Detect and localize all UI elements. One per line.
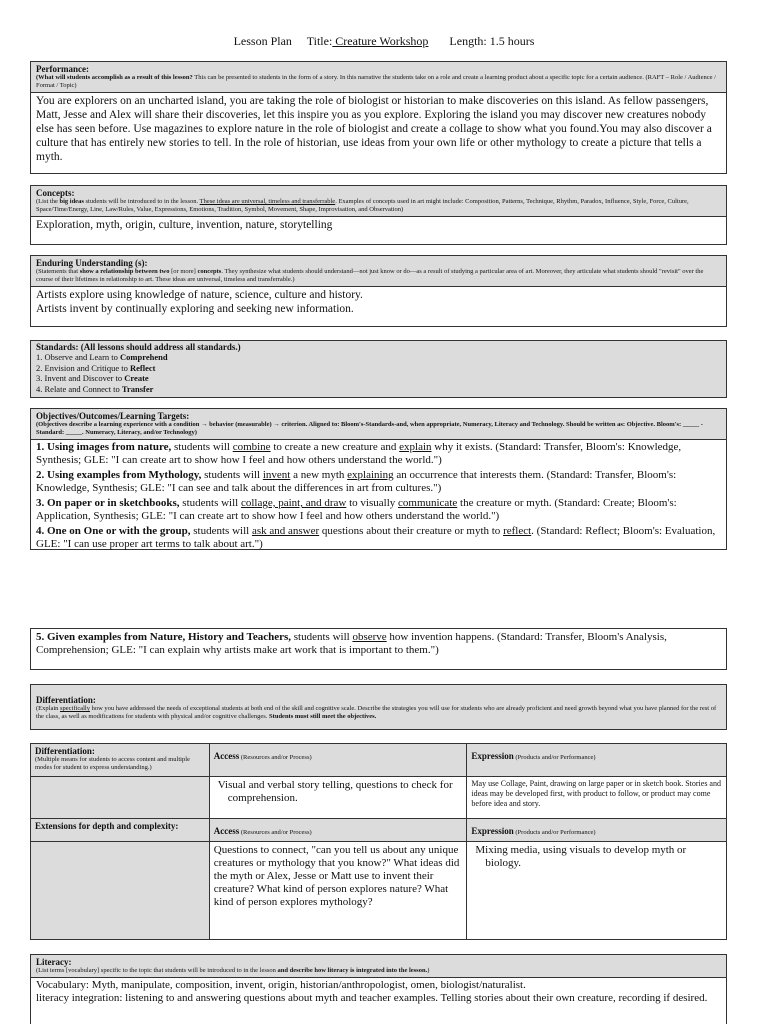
expression-header: Expression (Products and/or Performance) — [467, 744, 727, 777]
lesson-length: Length: 1.5 hours — [449, 34, 535, 48]
standard-item: 1. Observe and Learn to Comprehend — [36, 352, 168, 362]
differentiation-table — [30, 743, 727, 940]
title-label: Title: — [306, 34, 333, 48]
enduring-title: Enduring Understanding (s): — [36, 258, 148, 268]
performance-title: Performance: — [36, 64, 89, 74]
enduring-line: Artists explore using knowledge of nature, science, culture and history. — [36, 289, 363, 301]
concepts-header — [31, 186, 726, 217]
concepts-title: Concepts: — [36, 188, 75, 198]
document-header — [0, 34, 768, 49]
doc-type: Lesson Plan — [233, 34, 292, 48]
objective-item: 1. Using images from nature, students will combine to create a new creature and explain why it exists. (Standard: Transfer, Bloom's: Knowledge, Synthesis; GLE: "I can create art to show how I feel and how others understand the world.") — [36, 441, 682, 466]
standards-section — [30, 340, 727, 398]
access-cell: Visual and verbal story telling, questions to check for comprehension. — [209, 777, 467, 819]
objectives-section — [30, 408, 727, 550]
differentiation-instructions: (Explain specifically how you have addressed the needs of exceptional students at both end of the skill and cognitive scale. Describe the strategies you will use for students who are already proficient and need growth beyond what you have planned for the rest of the class, as well as modifications for students with physical and/or cognitive challenges. Students must still meet the objectives. — [36, 705, 717, 720]
enduring-header — [31, 256, 726, 287]
performance-header — [31, 62, 726, 93]
objective-item: 3. On paper or in sketchbooks, students will collage, paint, and draw to visually communicate the creature or myth. (Standard: Create; Bloom's: Application, Synthesis; GLE: "I can create art to show how I feel and how others understand the world.") — [36, 497, 677, 522]
objective-item: 5. Given examples from Nature, History and Teachers, students will observe how invention happens. (Standard: Transfer, Bloom's Analysis, Comprehension; GLE: "I can explain why artists make art work that is important to them.") — [36, 631, 667, 656]
literacy-integration: literacy integration: listening to and answering questions about myth and teacher examples. Telling stories about their own creature, recording if desired. — [36, 992, 708, 1004]
expression-cell: May use Collage, Paint, drawing on large paper or in sketch book. Stories and ideas may be developed first, with product to follow, or product may come before idea and story. — [467, 777, 727, 819]
access-header: Access (Resources and/or Process) — [209, 819, 467, 842]
literacy-section — [30, 954, 727, 1024]
expression-cell: Mixing media, using visuals to develop myth or biology. — [467, 842, 727, 940]
enduring-section — [30, 255, 727, 327]
standard-item: 4. Relate and Connect to Transfer — [36, 383, 154, 394]
objective-item: 2. Using examples from Mythology, students will invent a new myth explaining an occurrence that interests them. (Standard: Transfer, Bloom's: Knowledge, Synthesis; GLE: "I can see and talk about the differences in art from cultures.") — [36, 469, 677, 494]
objective-item: 4. One on One or with the group, students will ask and answer questions about their creature or myth to reflect. (Standard: Reflect; Bloom's: Evaluation, GLE: "I can use proper art terms to talk about art.") — [36, 525, 716, 550]
differentiation-section — [30, 684, 727, 730]
standard-item: 3. Invent and Discover to Create — [36, 373, 149, 383]
concepts-section — [30, 185, 727, 245]
literacy-title: Literacy: — [36, 957, 72, 967]
enduring-body — [31, 287, 726, 317]
performance-instructions: (What will students accomplish as a result of this lesson? This can be presented to students in the form of a story. In this narrative the students take on a role and create a learning product about a specific topic for a certain audience. (RAFT – Role / Audience / Format / Topic) — [36, 74, 716, 89]
literacy-vocab: Vocabulary: Myth, manipulate, composition, invent, origin, historian/anthropologist, omen, biologist/naturalist. — [36, 979, 526, 991]
standards-title: Standards: (All lessons should address all standards.) — [36, 342, 241, 352]
access-header: Access (Resources and/or Process) — [209, 744, 467, 777]
standard-item: 2. Envision and Critique to Reflect — [36, 362, 156, 373]
extensions-header: Extensions for depth and complexity: — [31, 819, 210, 842]
concepts-body: Exploration, myth, origin, culture, invention, nature, storytelling — [36, 219, 333, 231]
performance-body: You are explorers on an uncharted island, you are taking the role of biologist or historian to make discoveries on this island. As fellow passengers, Matt, Jesse and Alex will share their discoveries, let this inspire you as you explore. Exploring the island you may discover new creatures nobody else has seen before. Use magazines to explore nature in the role of biologist and create a collage to show what you found.You may also discover a culture that has entirely new stories to tell. In the role of historian, use ideas from your own life or other mythology to create a picture that tells a myth. — [36, 95, 712, 163]
access-cell: Questions to connect, "can you tell us about any unique creatures or mythology that you know?" What ideas did the myth or Alex, Jesse or Matt use to invent their creature? What kind of person explores nature? What kind of person explores mythology? — [209, 842, 467, 940]
objectives-header — [31, 409, 726, 440]
literacy-header — [31, 955, 726, 978]
enduring-instructions: (Statements that show a relationship between two [or more] concepts. They synthesize what students should understand—not just know or do—as a result of studying a particular area of art. Moreover, they articulate what students should "revisit" over the course of their lifetimes in relationship to art. These ideas are universal, timeless and transferrable.) — [36, 268, 704, 283]
expression-header: Expression (Products and/or Performance) — [467, 819, 727, 842]
lesson-title: Creature Workshop — [332, 34, 429, 48]
differentiation-title: Differentiation: — [36, 695, 96, 705]
extensions-blank — [31, 842, 210, 940]
diff-row-blank — [31, 777, 210, 819]
objectives-instructions: (Objectives describe a learning experience with a condition → behavior (measurable) → criterion. Aligned to: Bloom's-Standards-and, when appropriate, Numeracy, Literacy and Technology. Should be written as: Objective. Bloom's: _____ - Standard: _____. Numeracy, Literacy, and/or Technology) — [36, 421, 703, 436]
objectives-title: Objectives/Outcomes/Learning Targets: — [36, 411, 190, 421]
performance-section — [30, 61, 727, 174]
literacy-instructions: (List terms [vocabulary] specific to the topic that students will be introduced to in the lesson and describe how literacy is integrated into the lesson.) — [36, 967, 430, 974]
enduring-line: Artists invent by continually exploring and seeking new information. — [36, 303, 354, 315]
literacy-body — [31, 978, 726, 1006]
objective-continued — [30, 628, 727, 670]
concepts-instructions: (List the big ideas students will be introduced to in the lesson. These ideas are universal, timeless and transferrable. Examples of concepts used in art might include: Composition, Patterns, Technique, Rhythm, Paradox, Influence, Style, Force, Culture, Space/Time/Energy, Line, Law/Rules, Value, Expressions, Emotions, Tradition, Symbol, Movement, Shape, Improvisation, and Observation) — [36, 198, 689, 213]
diff-row-header: Differentiation: (Multiple means for students to access content and multiple modes for student to express understanding.) — [31, 744, 210, 777]
